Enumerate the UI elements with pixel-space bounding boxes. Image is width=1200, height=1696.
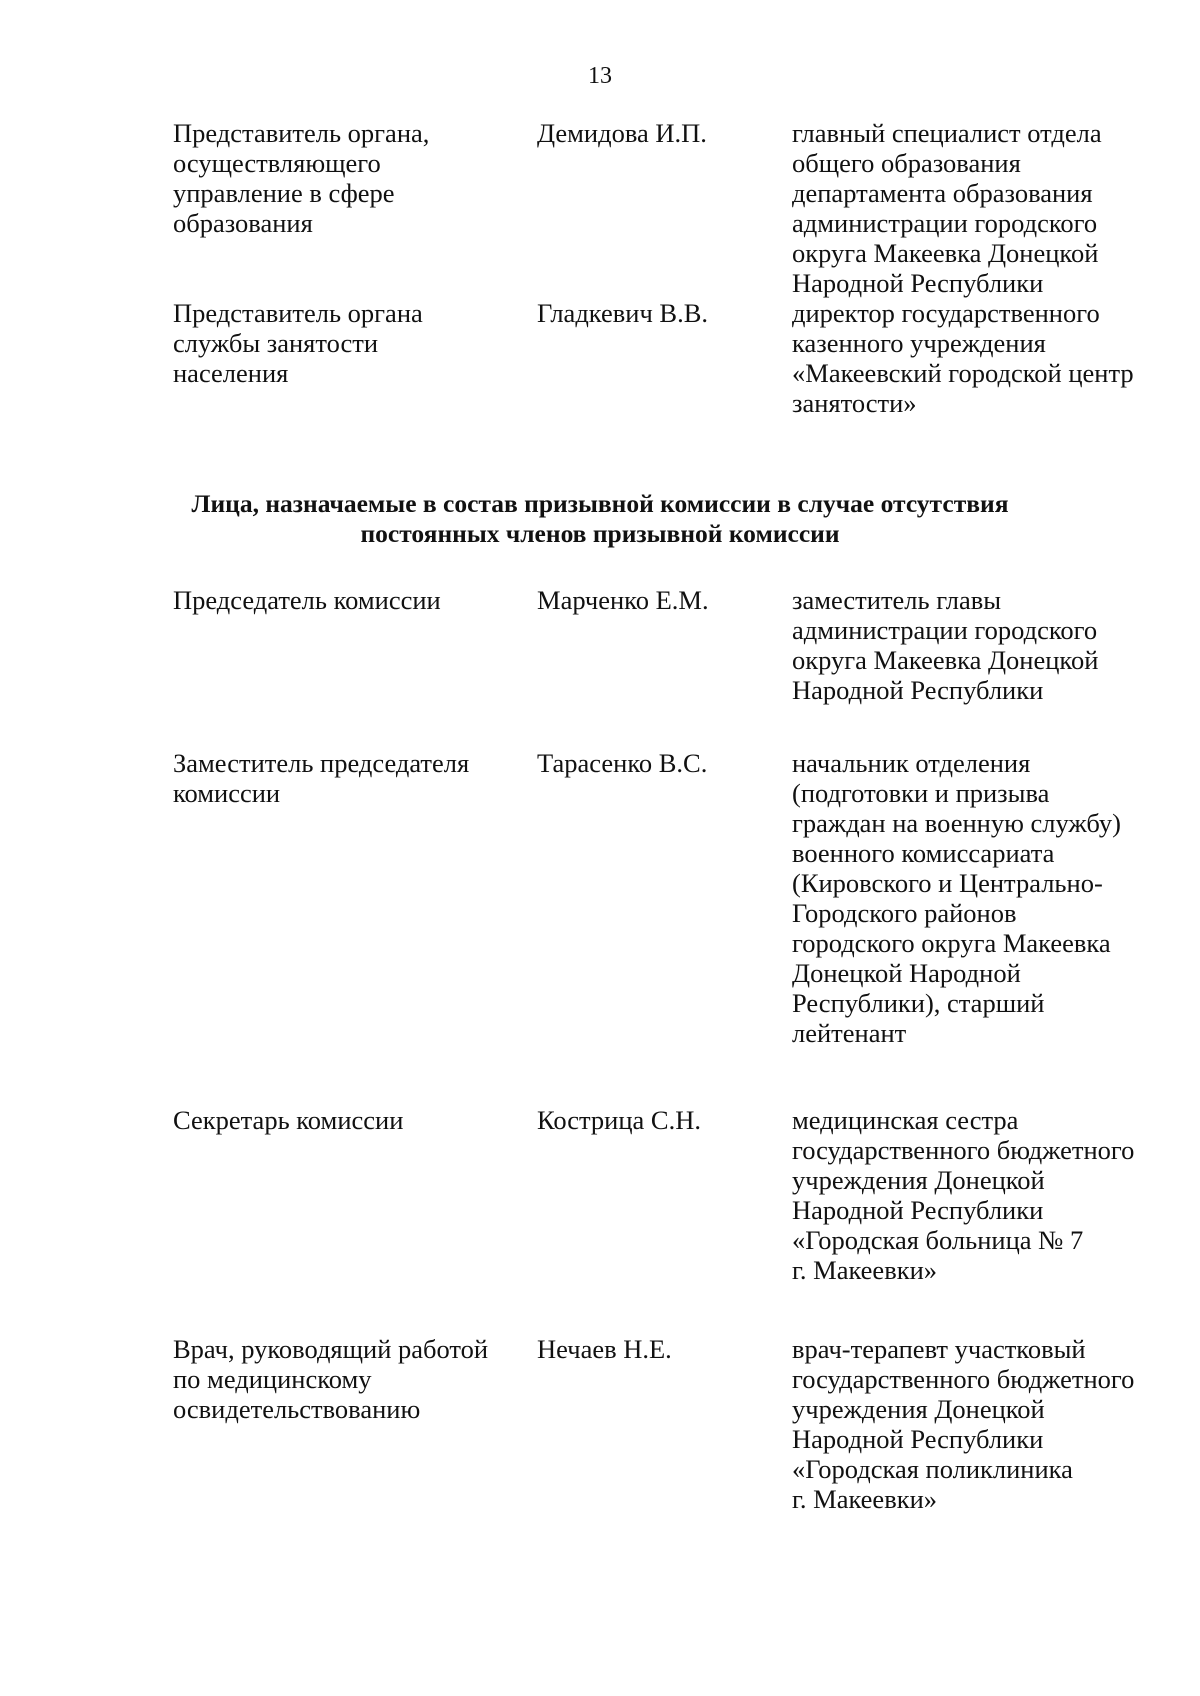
member-position: заместитель главы администрации городского округа Макеевка Донецкой Народной Республики	[792, 585, 1099, 705]
member-name: Гладкевич В.В.	[537, 298, 709, 328]
member-role: Представитель органа службы занятости населения	[173, 298, 423, 388]
member-position: медицинская сестра государственного бюджетного учреждения Донецкой Народной Республики «Городская больница № 7 г. Макеевки»	[792, 1105, 1135, 1285]
member-name: Тарасенко В.С.	[537, 748, 708, 778]
member-role: Председатель комиссии	[173, 585, 441, 615]
member-name: Кострица С.Н.	[537, 1105, 701, 1135]
member-position: директор государственного казенного учреждения «Макеевский городской центр занятости»	[792, 298, 1134, 418]
member-name: Нечаев Н.Е.	[537, 1334, 672, 1364]
member-position: начальник отделения (подготовки и призыва граждан на военную службу) военного комиссариата (Кировского и Центрально- Городского районов городского округа Макеевка Донецкой Народной Республики), старший лейтенант	[792, 748, 1121, 1048]
member-role: Представитель органа, осуществляющего управление в сфере образования	[173, 118, 430, 238]
member-role: Врач, руководящий работой по медицинскому освидетельствованию	[173, 1334, 489, 1424]
member-role: Секретарь комиссии	[173, 1105, 404, 1135]
member-name: Демидова И.П.	[537, 118, 707, 148]
member-role: Заместитель председателя комиссии	[173, 748, 470, 808]
section-heading: Лица, назначаемые в состав призывной комиссии в случае отсутствия постоянных членов призывной комиссии	[191, 489, 1009, 548]
member-position: врач-терапевт участковый государственного бюджетного учреждения Донецкой Народной Республики «Городская поликлиника г. Макеевки»	[792, 1334, 1135, 1514]
member-name: Марченко Е.М.	[537, 585, 709, 615]
member-position: главный специалист отдела общего образования департамента образования администрации городского округа Макеевка Донецкой Народной Республики	[792, 118, 1102, 298]
page-number: 13	[588, 63, 612, 89]
